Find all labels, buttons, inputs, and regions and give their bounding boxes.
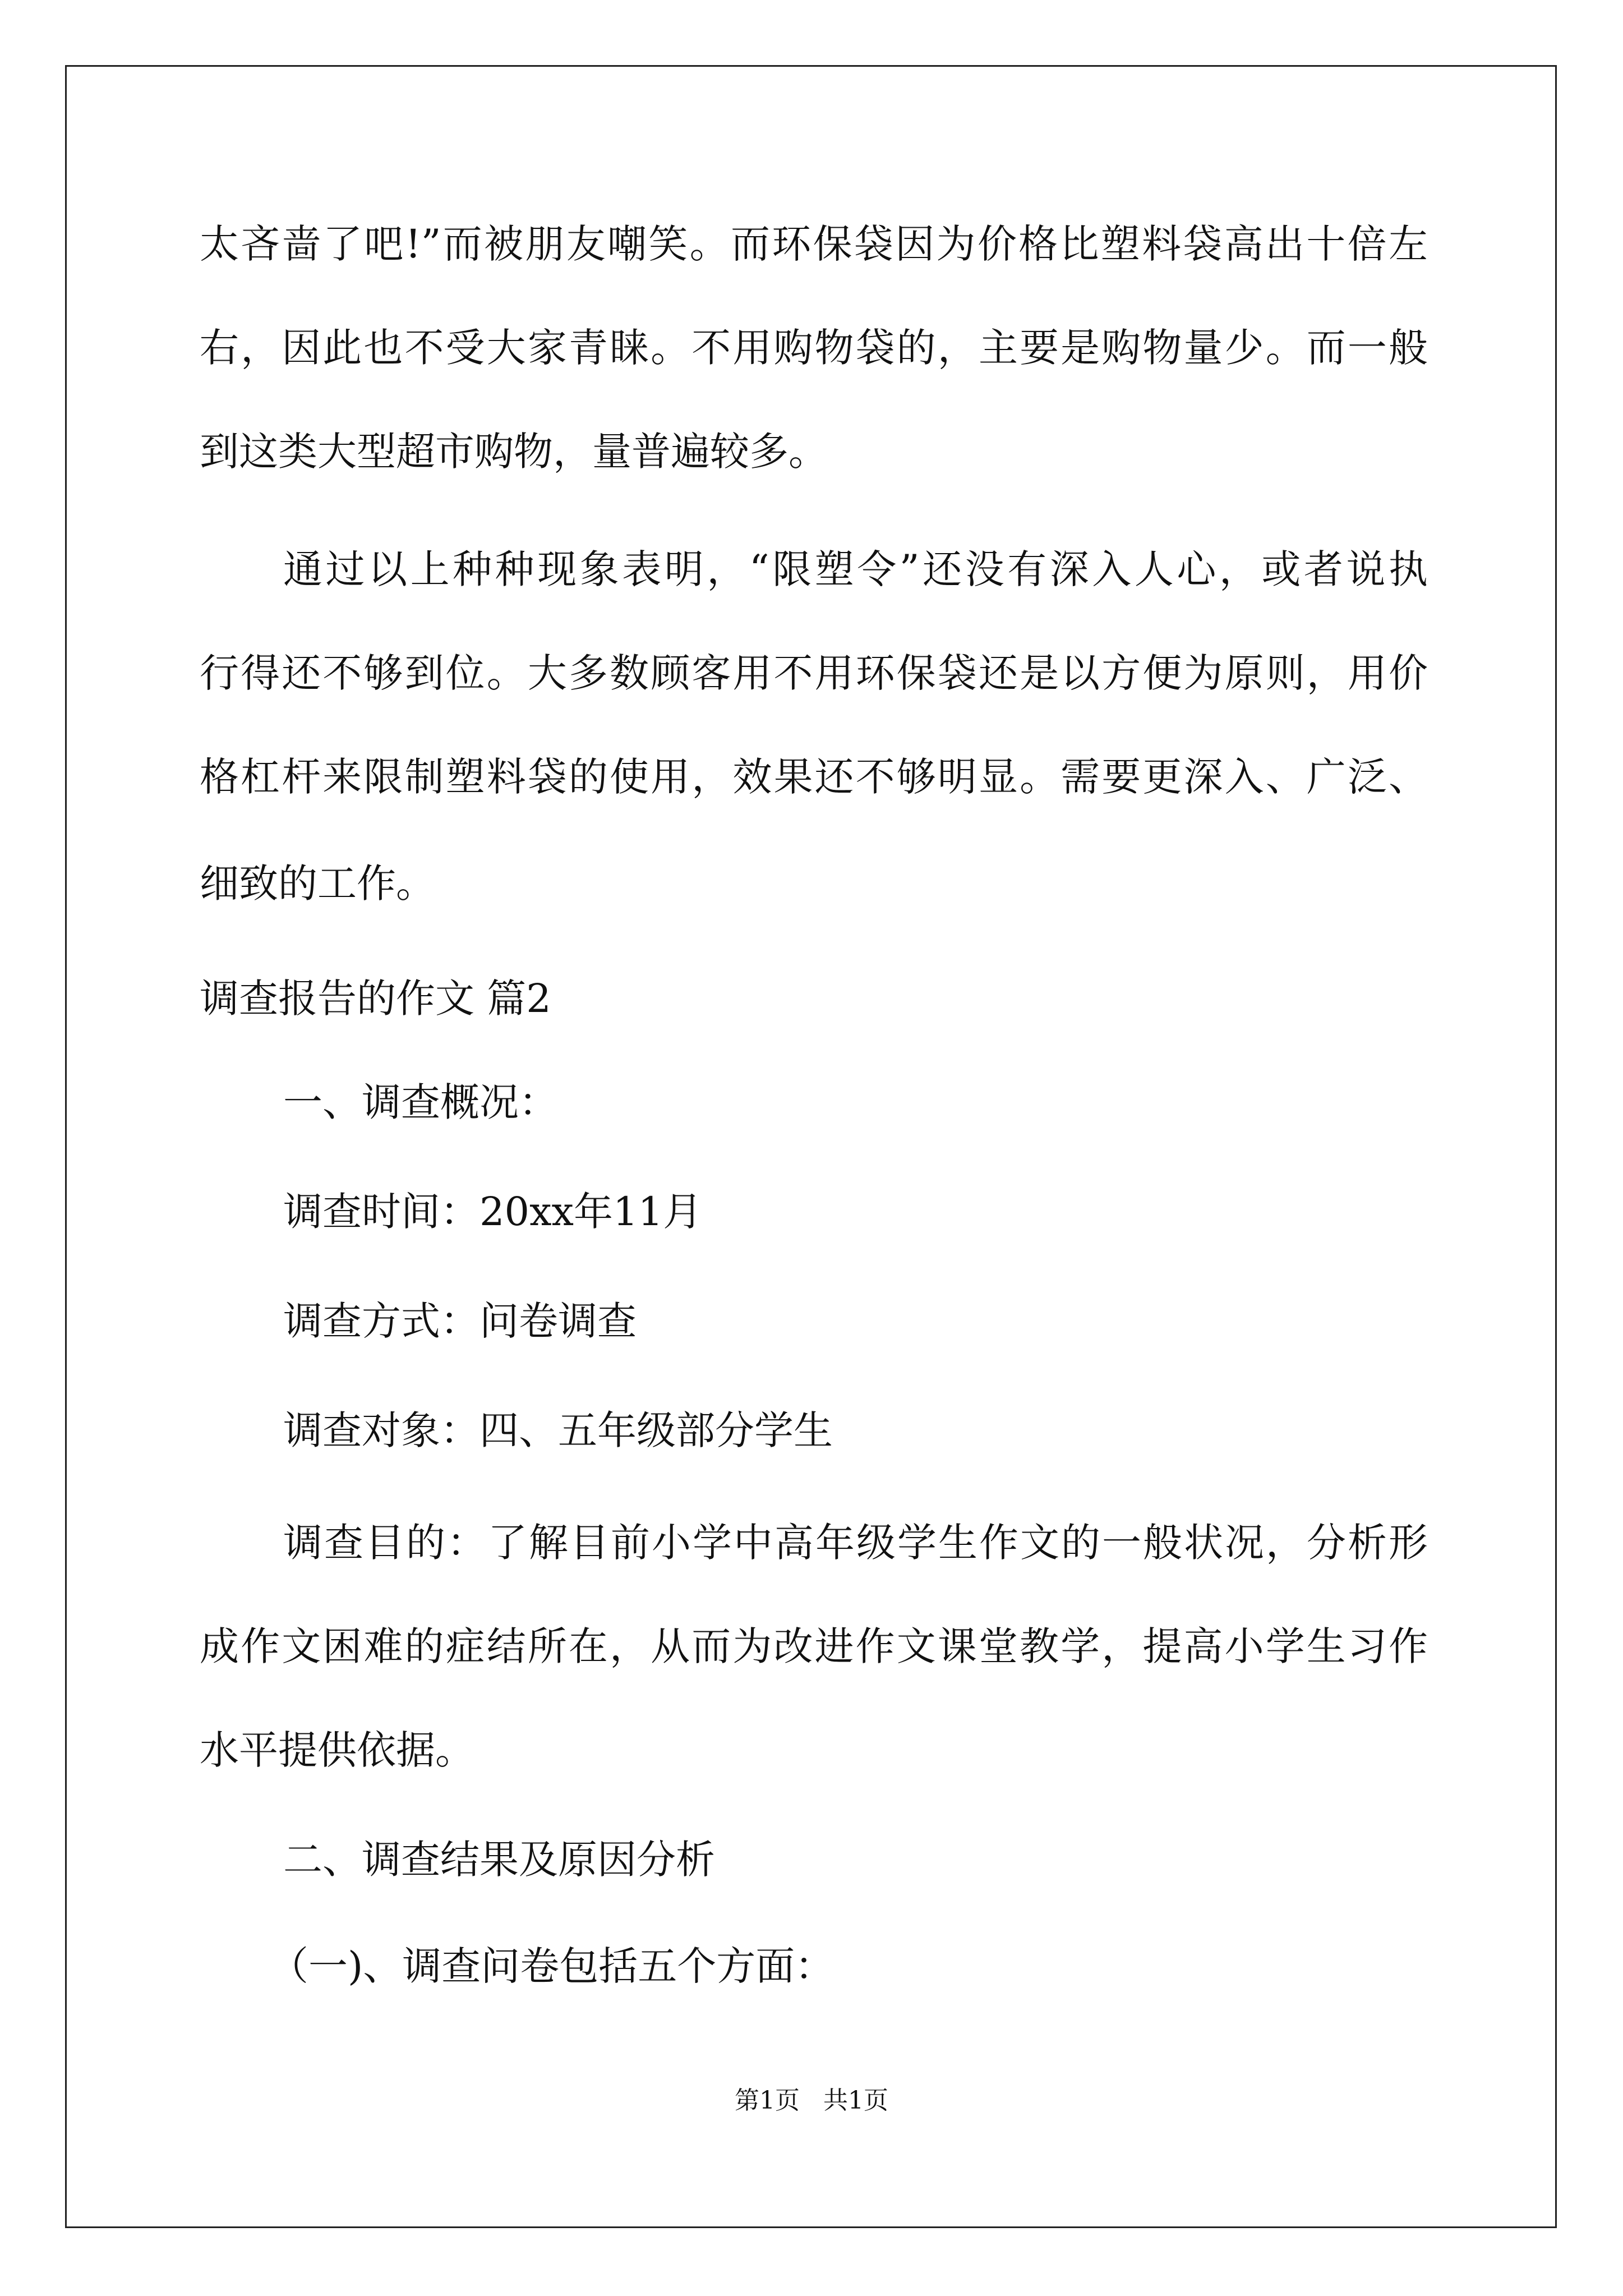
article-heading: 调查报告的作文 篇2 bbox=[200, 976, 551, 1022]
section-2-title: 二、调查结果及原因分析 bbox=[283, 1837, 715, 1883]
page-footer: 第1页 共1页 bbox=[735, 2086, 888, 2115]
paragraph-1-line-2: 右，因此也不受大家青睐。不用购物袋的，主要是购物量少。而一般 bbox=[200, 325, 1428, 371]
paragraph-2-line-2: 行得还不够到位。大多数顾客用不用环保袋还是以方便为原则，用价 bbox=[200, 650, 1428, 696]
survey-purpose-line-1: 调查目的：了解目前小学中高年级学生作文的一般状况，分析形 bbox=[283, 1520, 1428, 1566]
paragraph-1-line-3: 到这类大型超市购物，量普遍较多。 bbox=[200, 429, 828, 475]
survey-subject: 调查对象：四、五年级部分学生 bbox=[283, 1407, 833, 1453]
survey-method: 调查方式：问卷调查 bbox=[283, 1298, 637, 1344]
page-border bbox=[65, 65, 1557, 2228]
paragraph-2-line-4: 细致的工作。 bbox=[200, 861, 435, 907]
paragraph-2-line-1: 通过以上种种现象表明，“限塑令”还没有深入人心，或者说执 bbox=[283, 546, 1428, 592]
survey-purpose-line-2: 成作文困难的症结所在，从而为改进作文课堂教学，提高小学生习作 bbox=[200, 1623, 1428, 1669]
section-1-title: 一、调查概况： bbox=[283, 1079, 558, 1125]
paragraph-1-line-1: 太吝啬了吧!”而被朋友嘲笑。而环保袋因为价格比塑料袋高出十倍左 bbox=[200, 221, 1428, 267]
paragraph-2-line-3: 格杠杆来限制塑料袋的使用，效果还不够明显。需要更深入、广泛、 bbox=[200, 754, 1428, 800]
subsection-1-title: （一)、调查问卷包括五个方面： bbox=[269, 1943, 834, 1989]
survey-time: 调查时间：20xx年11月 bbox=[283, 1189, 703, 1235]
survey-purpose-line-3: 水平提供依据。 bbox=[200, 1727, 474, 1773]
